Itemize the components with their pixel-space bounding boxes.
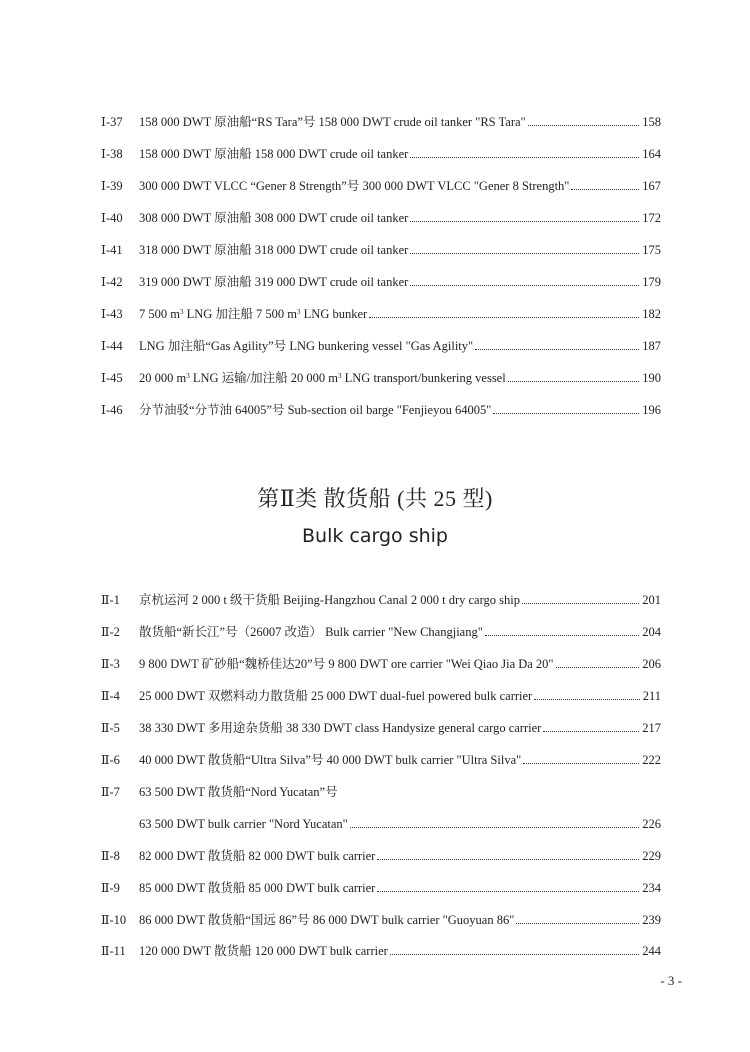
toc-entry[interactable] [0,718,750,738]
entry-code: Ⅰ-39 [101,179,123,193]
entry-page: 204 [642,625,661,639]
entry-title: 京杭运河 2 000 t 级干货船 Beijing-Hangzhou Canal 2 000 t dry cargo ship [139,593,520,607]
entry-page: 217 [642,721,661,735]
entry-title: LNG 加注船“Gas Agility”号 LNG bunkering vessel "Gas Agility" [139,339,474,353]
entry-code: Ⅰ-42 [101,275,123,289]
dot-leader [377,859,639,860]
entry-title: 63 500 DWT 散货船“Nord Yucatan”号 [139,785,338,799]
entry-code: Ⅱ-9 [101,881,120,895]
toc-entry[interactable] [0,878,750,898]
dot-leader [475,349,639,350]
toc-entry[interactable] [0,112,750,132]
entry-page: 222 [642,753,661,767]
toc-entry[interactable] [0,846,750,866]
entry-title: 40 000 DWT 散货船“Ultra Silva”号 40 000 DWT bulk carrier "Ultra Silva" [139,753,522,767]
entry-code: Ⅱ-8 [101,849,120,863]
entry-title: 158 000 DWT 原油船 158 000 DWT crude oil tanker [139,147,409,161]
dot-leader [508,381,640,382]
entry-page: 226 [642,817,661,831]
entry-code: Ⅱ-11 [101,944,126,958]
entry-title: 300 000 DWT VLCC “Gener 8 Strength”号 300 000 DWT VLCC "Gener 8 Strength" [139,179,570,193]
entry-page: 206 [642,657,661,671]
entry-title: 85 000 DWT 散货船 85 000 DWT bulk carrier [139,881,376,895]
entry-page: 229 [642,849,661,863]
entry-page: 182 [642,307,661,321]
dot-leader [543,731,639,732]
toc-entry[interactable] [0,750,750,770]
toc-entry[interactable] [0,622,750,642]
entry-title: 38 330 DWT 多用途杂货船 38 330 DWT class Handysize general cargo carrier [139,721,542,735]
entry-page: 201 [642,593,661,607]
toc-entry[interactable] [0,590,750,610]
entry-page: 244 [642,944,661,958]
dot-leader [523,763,639,764]
toc-entry[interactable] [0,686,750,706]
dot-leader [534,699,640,700]
entry-page: 167 [642,179,661,193]
toc-entry[interactable] [0,400,750,420]
entry-code: Ⅱ-5 [101,721,120,735]
entry-page: 239 [642,913,661,927]
dot-leader [350,827,639,828]
dot-leader [516,923,639,924]
toc-entry[interactable] [0,336,750,356]
page-number: - 3 - [660,973,682,988]
toc-entry[interactable] [0,368,750,388]
entry-code: Ⅰ-46 [101,403,123,417]
entry-title-continuation: 63 500 DWT bulk carrier "Nord Yucatan" [139,817,348,831]
entry-code: Ⅰ-37 [101,115,123,129]
toc-entry[interactable] [0,208,750,228]
entry-title: 319 000 DWT 原油船 319 000 DWT crude oil tanker [139,275,409,289]
entry-page: 158 [642,115,661,129]
dot-leader [485,635,639,636]
entry-page: 175 [642,243,661,257]
entry-code: Ⅰ-44 [101,339,123,353]
entry-page: 164 [642,147,661,161]
dot-leader [410,221,639,222]
entry-code: Ⅱ-10 [101,913,127,927]
toc-entry[interactable] [0,654,750,674]
dot-leader [522,603,639,604]
toc-entry-continuation[interactable] [0,814,750,834]
entry-code: Ⅰ-45 [101,371,123,385]
entry-title: 25 000 DWT 双燃料动力散货船 25 000 DWT dual-fuel powered bulk carrier [139,689,533,703]
section-subheading: Bulk cargo ship [302,525,448,547]
dot-leader [493,413,639,414]
section-heading: 第Ⅱ类 散货船 (共 25 型) [257,486,493,511]
dot-leader [528,125,640,126]
entry-code: Ⅰ-41 [101,243,123,257]
entry-title: 7 500 $m^3$ LNG 加注船 7 500 $m^3$ LNG bunker [139,307,368,321]
entry-title: 82 000 DWT 散货船 82 000 DWT bulk carrier [139,849,376,863]
toc-entry[interactable] [0,782,750,802]
dot-leader [369,317,639,318]
dot-leader [390,954,639,955]
entry-code: Ⅰ-38 [101,147,123,161]
toc-entry[interactable] [0,272,750,292]
entry-title: 120 000 DWT 散货船 120 000 DWT bulk carrier [139,944,388,958]
entry-title: 9 800 DWT 矿砂船“魏桥佳达20”号 9 800 DWT ore carrier "Wei Qiao Jia Da 20" [139,657,554,671]
dot-leader [571,189,639,190]
entry-title: 158 000 DWT 原油船“RS Tara”号 158 000 DWT crude oil tanker "RS Tara" [139,115,526,129]
entry-page: 187 [642,339,661,353]
entry-code: Ⅱ-3 [101,657,120,671]
toc-entry[interactable] [0,304,750,324]
entry-title: 20 000 $m^3$ LNG 运输/加注船 20 000 $m^3$ LNG transport/bunkering vessel [139,371,506,385]
toc-entry[interactable] [0,240,750,260]
entry-code: Ⅱ-1 [101,593,120,607]
entry-title: 318 000 DWT 原油船 318 000 DWT crude oil tanker [139,243,409,257]
dot-leader [377,891,639,892]
entry-code: Ⅱ-4 [101,689,120,703]
entry-code: Ⅱ-7 [101,785,120,799]
toc-entry[interactable] [0,941,750,961]
dot-leader [410,157,639,158]
entry-code: Ⅱ-6 [101,753,120,767]
entry-title: 散货船“新长江”号（26007 改造） Bulk carrier "New Changjiang" [139,625,483,639]
dot-leader [410,285,639,286]
entry-title: 86 000 DWT 散货船“国远 86”号 86 000 DWT bulk carrier "Guoyuan 86" [139,913,515,927]
entry-code: Ⅰ-40 [101,211,123,225]
toc-entry[interactable] [0,910,750,930]
toc-entry[interactable] [0,144,750,164]
entry-page: 196 [642,403,661,417]
dot-leader [556,667,640,668]
entry-page: 179 [642,275,661,289]
toc-entry[interactable] [0,176,750,196]
entry-title: 308 000 DWT 原油船 308 000 DWT crude oil tanker [139,211,409,225]
entry-code: Ⅰ-43 [101,307,123,321]
entry-page: 190 [642,371,661,385]
dot-leader [410,253,639,254]
entry-page: 234 [642,881,661,895]
entry-page: 211 [642,689,661,703]
entry-title: 分节油驳“分节油 64005”号 Sub-section oil barge "Fenjieyou 64005" [139,403,492,417]
entry-page: 172 [642,211,661,225]
entry-code: Ⅱ-2 [101,625,120,639]
